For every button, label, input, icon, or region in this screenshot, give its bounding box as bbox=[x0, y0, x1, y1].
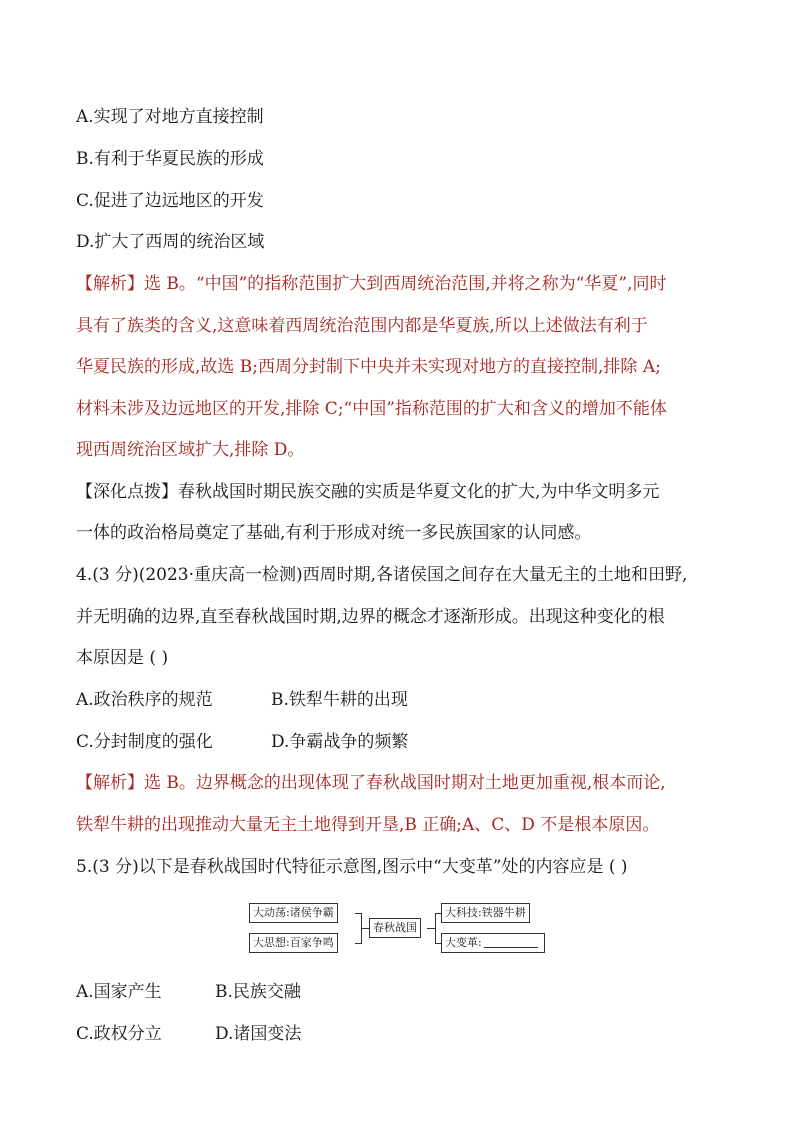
q4-analysis-line: 【解析】选 B。边界概念的出现体现了春秋战国时期对土地更加重视,根本而论, bbox=[76, 773, 666, 793]
q5-option-b: B.民族交融 bbox=[215, 982, 301, 1002]
q4-option-c: C.分封制度的强化 bbox=[76, 732, 213, 752]
diagram-box-right-bottom bbox=[441, 933, 545, 953]
q3-option-c: C.促进了边远地区的开发 bbox=[76, 191, 264, 211]
q4-option-d: D.争霸战争的频繁 bbox=[271, 732, 409, 752]
connector-line bbox=[435, 913, 436, 944]
q3-deepen-line: 【深化点拨】春秋战国时期民族交融的实质是华夏文化的扩大,为中华文明多元 bbox=[76, 482, 660, 502]
diagram-box-right-top: 大科技:铁器牛耕 bbox=[441, 903, 530, 923]
q3-analysis-line: 【解析】选 B。“中国”的指称范围扩大到西周统治范围,并将之称为“华夏”,同时 bbox=[76, 274, 667, 294]
q5-option-d: D.诸国变法 bbox=[215, 1024, 302, 1044]
diagram-right-bottom-label: 大变革: bbox=[445, 936, 482, 949]
q5-option-c: C.政权分立 bbox=[76, 1024, 162, 1044]
q3-analysis-line: 具有了族类的含义,这意味着西周统治范围内都是华夏族,所以上述做法有利于 bbox=[76, 316, 648, 336]
diagram-box-left-top: 大动荡:诸侯争霸 bbox=[249, 903, 338, 923]
q4-stem-line: 并无明确的边界,直至春秋战国时期,边界的概念才逐渐形成。出现这种变化的根 bbox=[76, 607, 665, 627]
q3-deepen-line: 一体的政治格局奠定了基础,有利于形成对统一多民族国家的认同感。 bbox=[76, 523, 592, 543]
era-diagram bbox=[249, 900, 545, 956]
q3-option-a: A.实现了对地方直接控制 bbox=[76, 107, 264, 127]
q3-analysis-line: 现西周统治区域扩大,排除 D。 bbox=[76, 440, 305, 460]
answer-blank bbox=[484, 935, 538, 948]
q4-option-a: A.政治秩序的规范 bbox=[76, 690, 213, 710]
q3-analysis-line: 华夏民族的形成,故选 B;西周分封制下中央并未实现对地方的直接控制,排除 A; bbox=[76, 357, 661, 377]
q4-option-b: B.铁犁牛耕的出现 bbox=[271, 690, 408, 710]
diagram-box-center: 春秋战国 bbox=[369, 918, 421, 938]
q3-option-d: D.扩大了西周的统治区域 bbox=[76, 232, 265, 252]
connector-line bbox=[427, 928, 435, 929]
q3-analysis-line: 材料未涉及边远地区的开发,排除 C;“中国”指称范围的扩大和含义的增加不能体 bbox=[76, 399, 667, 419]
q5-option-a: A.国家产生 bbox=[76, 982, 162, 1002]
q4-stem-line: 本原因是 ( ) bbox=[76, 648, 169, 668]
q4-stem-line: 4.(3 分)(2023·重庆高一检测)西周时期,各诸侯国之间存在大量无主的土地和田野, bbox=[76, 565, 688, 585]
connector-line bbox=[361, 928, 369, 929]
q4-analysis-line: 铁犁牛耕的出现推动大量无主土地得到开垦,B 正确;A、C、D 不是根本原因。 bbox=[76, 815, 660, 835]
diagram-box-left-bottom: 大思想:百家争鸣 bbox=[249, 933, 338, 953]
q3-option-b: B.有利于华夏民族的形成 bbox=[76, 149, 264, 169]
q5-stem: 5.(3 分)以下是春秋战国时代特征示意图,图示中“大变革”处的内容应是 ( ) bbox=[76, 857, 628, 877]
